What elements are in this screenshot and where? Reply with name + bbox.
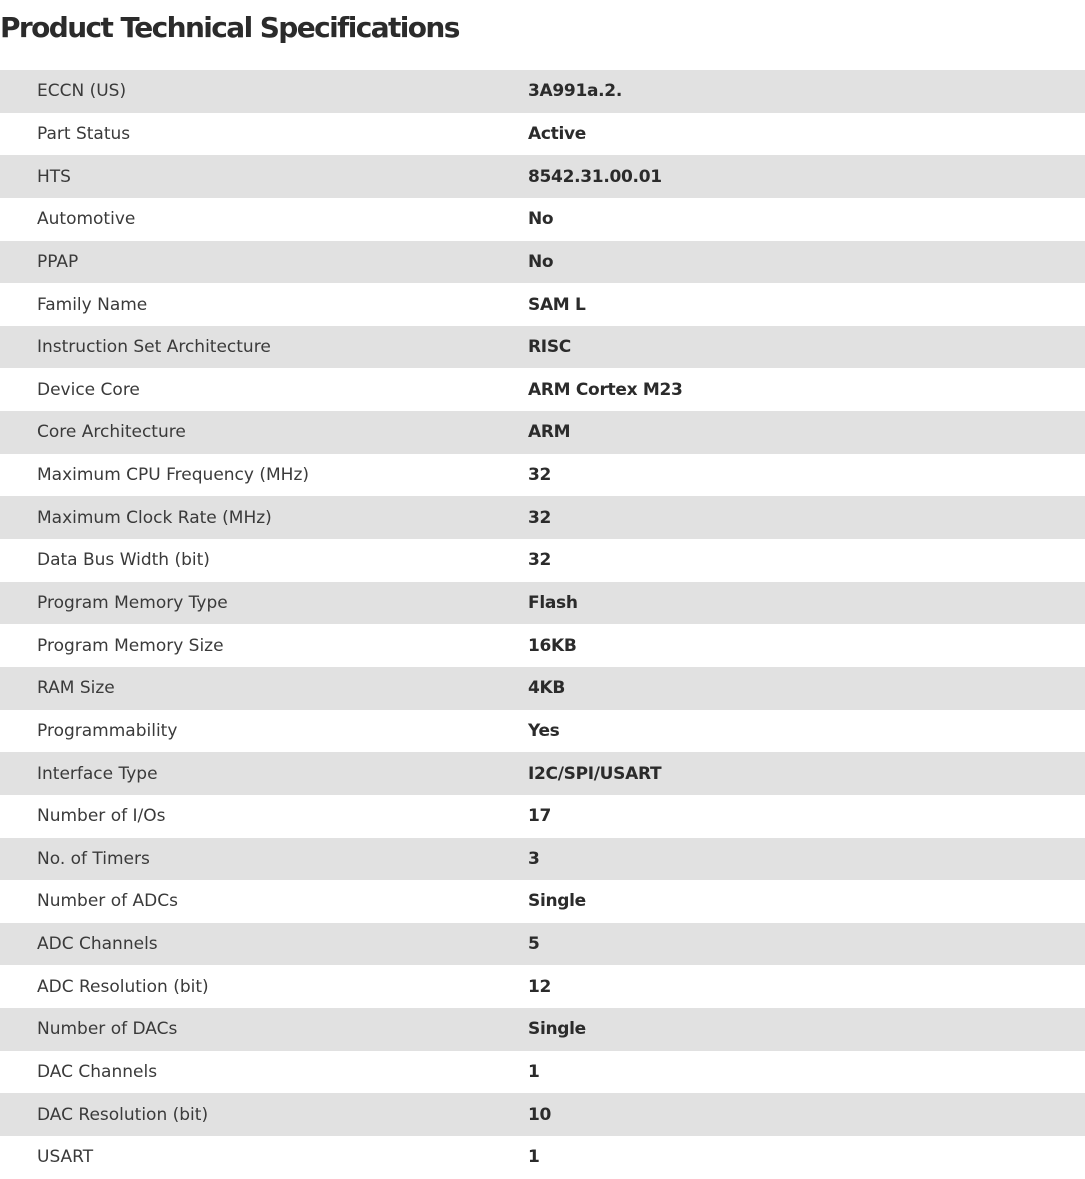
- spec-row: [0, 496, 1085, 539]
- spec-value: 16KB: [528, 635, 577, 656]
- spec-label: Data Bus Width (bit): [37, 550, 210, 571]
- spec-label: DAC Channels: [37, 1062, 158, 1083]
- spec-label: ECCN (US): [37, 81, 127, 102]
- page-title: Product Technical Specifications: [0, 11, 459, 44]
- spec-value: 4KB: [528, 678, 566, 699]
- spec-row: [0, 752, 1085, 795]
- spec-row: [0, 624, 1085, 667]
- spec-row: [0, 1008, 1085, 1051]
- spec-row: [0, 838, 1085, 881]
- spec-label: ADC Resolution (bit): [37, 976, 209, 997]
- spec-label: USART: [37, 1147, 94, 1168]
- spec-value: SAM L: [528, 294, 586, 315]
- spec-label: Number of DACs: [37, 1019, 178, 1040]
- spec-label: Program Memory Size: [37, 635, 224, 656]
- spec-row: [0, 1093, 1085, 1136]
- spec-row: [0, 965, 1085, 1008]
- spec-row: [0, 1051, 1085, 1094]
- spec-value: 5: [528, 934, 540, 955]
- spec-label: PPAP: [37, 251, 79, 272]
- spec-row: [0, 113, 1085, 156]
- spec-value: ARM Cortex M23: [528, 379, 683, 400]
- spec-value: I2C/SPI/USART: [528, 763, 662, 784]
- spec-row: [0, 880, 1085, 923]
- spec-label: Device Core: [37, 379, 140, 400]
- spec-value: 32: [528, 507, 552, 528]
- spec-table: [0, 70, 1085, 1179]
- spec-label: No. of Timers: [37, 848, 150, 869]
- spec-row: [0, 539, 1085, 582]
- spec-row: [0, 198, 1085, 241]
- spec-label: ADC Channels: [37, 934, 158, 955]
- spec-row: [0, 326, 1085, 369]
- spec-value: 12: [528, 976, 552, 997]
- spec-row: [0, 283, 1085, 326]
- spec-value: RISC: [528, 337, 571, 358]
- spec-value: 3A991a.2.: [528, 81, 622, 102]
- spec-row: [0, 923, 1085, 966]
- spec-label: Number of I/Os: [37, 806, 166, 827]
- spec-row: [0, 1136, 1085, 1179]
- spec-label: Part Status: [37, 123, 131, 144]
- spec-value: No: [528, 209, 554, 230]
- spec-value: ARM: [528, 422, 571, 443]
- spec-value: 10: [528, 1104, 552, 1125]
- spec-value: 32: [528, 465, 552, 486]
- spec-row: [0, 710, 1085, 753]
- spec-label: Instruction Set Architecture: [37, 337, 271, 358]
- spec-label: Program Memory Type: [37, 593, 228, 613]
- spec-value: Active: [528, 123, 586, 144]
- spec-row: [0, 70, 1085, 113]
- spec-value: 8542.31.00.01: [528, 166, 662, 187]
- spec-value: No: [528, 251, 554, 272]
- spec-value: Single: [528, 891, 586, 912]
- spec-label: RAM Size: [37, 678, 115, 699]
- spec-label: Core Architecture: [37, 422, 186, 443]
- spec-label: Interface Type: [37, 763, 158, 784]
- spec-value: Flash: [528, 593, 578, 613]
- spec-value: 32: [528, 550, 552, 571]
- spec-label: DAC Resolution (bit): [37, 1104, 209, 1125]
- spec-label: HTS: [37, 166, 71, 187]
- spec-row: [0, 368, 1085, 411]
- spec-label: Family Name: [37, 294, 148, 315]
- spec-label: Maximum CPU Frequency (MHz): [37, 465, 309, 486]
- spec-label: Automotive: [37, 209, 136, 230]
- spec-row: [0, 241, 1085, 284]
- spec-row: [0, 411, 1085, 454]
- spec-label: Maximum Clock Rate (MHz): [37, 507, 272, 528]
- spec-label: Programmability: [37, 720, 178, 741]
- spec-value: 17: [528, 806, 552, 827]
- spec-label: Number of ADCs: [37, 891, 178, 912]
- spec-value: 3: [528, 848, 540, 869]
- spec-row: [0, 582, 1085, 625]
- spec-value: 1: [528, 1147, 540, 1168]
- spec-row: [0, 667, 1085, 710]
- spec-value: 1: [528, 1062, 540, 1083]
- spec-value: Single: [528, 1019, 586, 1040]
- spec-row: [0, 795, 1085, 838]
- spec-row: [0, 155, 1085, 198]
- spec-row: [0, 454, 1085, 497]
- spec-value: Yes: [528, 720, 560, 741]
